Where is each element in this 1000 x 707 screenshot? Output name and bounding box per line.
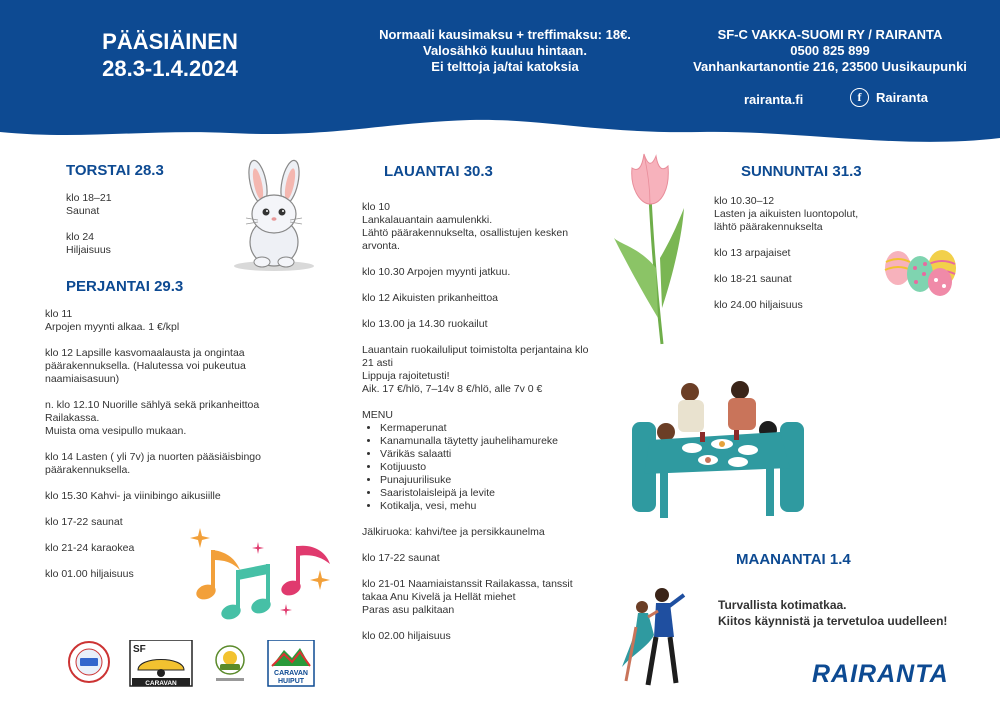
schedule-item: klo 02.00 hiljaisuus xyxy=(362,630,451,642)
tulip-icon xyxy=(610,148,690,348)
schedule-item: klo 24.00 hiljaisuus xyxy=(714,299,803,311)
event-title xyxy=(70,28,270,82)
thursday-title: TORSTAI 28.3 xyxy=(66,162,164,179)
schedule-item: klo 18–21 Saunat xyxy=(66,192,112,217)
schedule-item: Jälkiruoka: kahvi/tee ja persikkaunelma xyxy=(362,526,545,538)
event-name: PÄÄSIÄINEN xyxy=(102,29,238,54)
schedule-item: klo 21-01 Naamiaistanssit Railakassa, tanssit takaa Anu Kivelä ja Hellät miehet Paras asu palkitaan xyxy=(362,578,573,616)
schedule-item: n. klo 12.10 Nuorille sählyä sekä prikanheittoa Railakassa. Muista oma vesipullo mukaan. xyxy=(45,399,260,437)
website-link[interactable]: rairanta.fi xyxy=(744,92,804,107)
menu-list xyxy=(380,422,652,513)
schedule-item: klo 18-21 saunat xyxy=(714,273,792,285)
caravan-huiput-line2: HUIPUT xyxy=(277,678,305,685)
schedule-item: klo 10.30–12 Lasten ja aikuisten luontopolut, lähtö päärakennukselta xyxy=(714,195,859,233)
organizer-name: SF-C VAKKA-SUOMI RY / RAIRANTA xyxy=(717,27,943,42)
schedule-item: klo 12 Lapsille kasvomaalausta ja ongintaa päärakennuksella. (Halutessa voi pukeutua naamiaisasuun) xyxy=(45,347,246,385)
menu-item: • Kotikalja, vesi, mehu xyxy=(380,500,652,513)
menu-item: • Kotijuusto xyxy=(380,461,652,474)
facebook-label: Rairanta xyxy=(876,90,929,105)
schedule-item: klo 17-22 saunat xyxy=(362,552,440,564)
club-badge-logo xyxy=(69,642,109,682)
thursday-schedule xyxy=(66,192,246,257)
dancing-couple-icon xyxy=(618,585,693,690)
facebook-icon-glyph: f xyxy=(857,90,862,104)
schedule-item: klo 13.00 ja 14.30 ruokailut xyxy=(362,318,488,330)
partner-logos xyxy=(66,640,316,690)
closing-line: Kiitos käynnistä ja tervetuloa uudelleen! xyxy=(718,614,948,628)
organizer-phone: 0500 825 899 xyxy=(790,43,870,58)
menu-item: • Kermaperunat xyxy=(380,422,652,435)
organizer-info xyxy=(680,27,980,75)
schedule-item: klo 10 Lankalauantain aamulenkki. Lähtö päärakennukselta, osallistujen kesken arvonta. xyxy=(362,201,569,252)
menu-title: MENU xyxy=(362,409,393,421)
fee-line: Normaali kausimaksu + treffimaksu: 18€. xyxy=(379,27,631,42)
sf-caravan-logo xyxy=(130,640,192,687)
menu-item: • Kanamunalla täytetty jauhelihamureke xyxy=(380,435,652,448)
organizer-address: Vanhankartanontie 216, 23500 Uusikaupunki xyxy=(693,59,967,74)
closing-message xyxy=(718,597,947,629)
friday-title: PERJANTAI 29.3 xyxy=(66,278,184,295)
fee-info xyxy=(355,27,655,75)
music-notes-icon xyxy=(188,520,338,630)
rairanta-logo: RAIRANTA xyxy=(812,660,949,688)
sf-caravan-text-top: SF xyxy=(133,644,146,655)
caravan-huiput-line1: CARAVAN xyxy=(274,670,308,677)
sf-caravan-text-bottom: CARAVAN xyxy=(145,680,177,687)
schedule-item: klo 10.30 Arpojen myynti jatkuu. xyxy=(362,266,511,278)
monday-title: MAANANTAI 1.4 xyxy=(736,551,851,568)
menu-item: • Punajuurilisuke xyxy=(380,474,652,487)
dining-people-icon xyxy=(630,378,805,523)
sun-caravan-logo xyxy=(216,646,244,681)
schedule-item: klo 13 arpajaiset xyxy=(714,247,791,259)
schedule-item: klo 15.30 Kahvi- ja viinibingo aikusiille xyxy=(45,490,221,502)
sunday-title: SUNNUNTAI 31.3 xyxy=(741,163,862,180)
facebook-icon xyxy=(850,88,869,107)
schedule-item: klo 17-22 saunat xyxy=(45,516,123,528)
menu-item: • Värikäs salaatti xyxy=(380,448,652,461)
schedule-item: klo 21-24 karaokea xyxy=(45,542,135,554)
schedule-item: klo 11 Arpojen myynti alkaa. 1 €/kpl xyxy=(45,308,180,333)
menu-item: • Saaristolaisleipä ja levite xyxy=(380,487,652,500)
caravan-huiput-logo xyxy=(268,640,314,686)
event-dates: 28.3-1.4.2024 xyxy=(102,56,238,81)
fee-line: Valosähkö kuuluu hintaan. xyxy=(423,43,587,58)
closing-line: Turvallista kotimatkaa. xyxy=(718,598,847,612)
schedule-item: klo 01.00 hiljaisuus xyxy=(45,568,134,580)
header-banner xyxy=(0,0,1000,150)
easter-eggs-icon xyxy=(880,240,962,298)
sunday-schedule xyxy=(714,195,894,312)
schedule-item: klo 24 Hiljaisuus xyxy=(66,231,111,256)
saturday-schedule xyxy=(362,201,652,643)
fee-line: Ei telttoja ja/tai katoksia xyxy=(431,59,579,74)
saturday-title: LAUANTAI 30.3 xyxy=(384,163,493,180)
schedule-item: klo 12 Aikuisten prikanheittoa xyxy=(362,292,499,304)
schedule-item: klo 14 Lasten ( yli 7v) ja nuorten pääsiäisbingo päärakennuksella. xyxy=(45,451,261,476)
bunny-icon xyxy=(228,158,320,272)
facebook-link[interactable] xyxy=(850,88,928,107)
schedule-item: Lauantain ruokailuliput toimistolta perjantaina klo 21 asti Lippuja rajoitetusti! Aik. 17 €/hlö, 7–14v 8 €/hlö, alle 7v 0 € xyxy=(362,344,589,395)
